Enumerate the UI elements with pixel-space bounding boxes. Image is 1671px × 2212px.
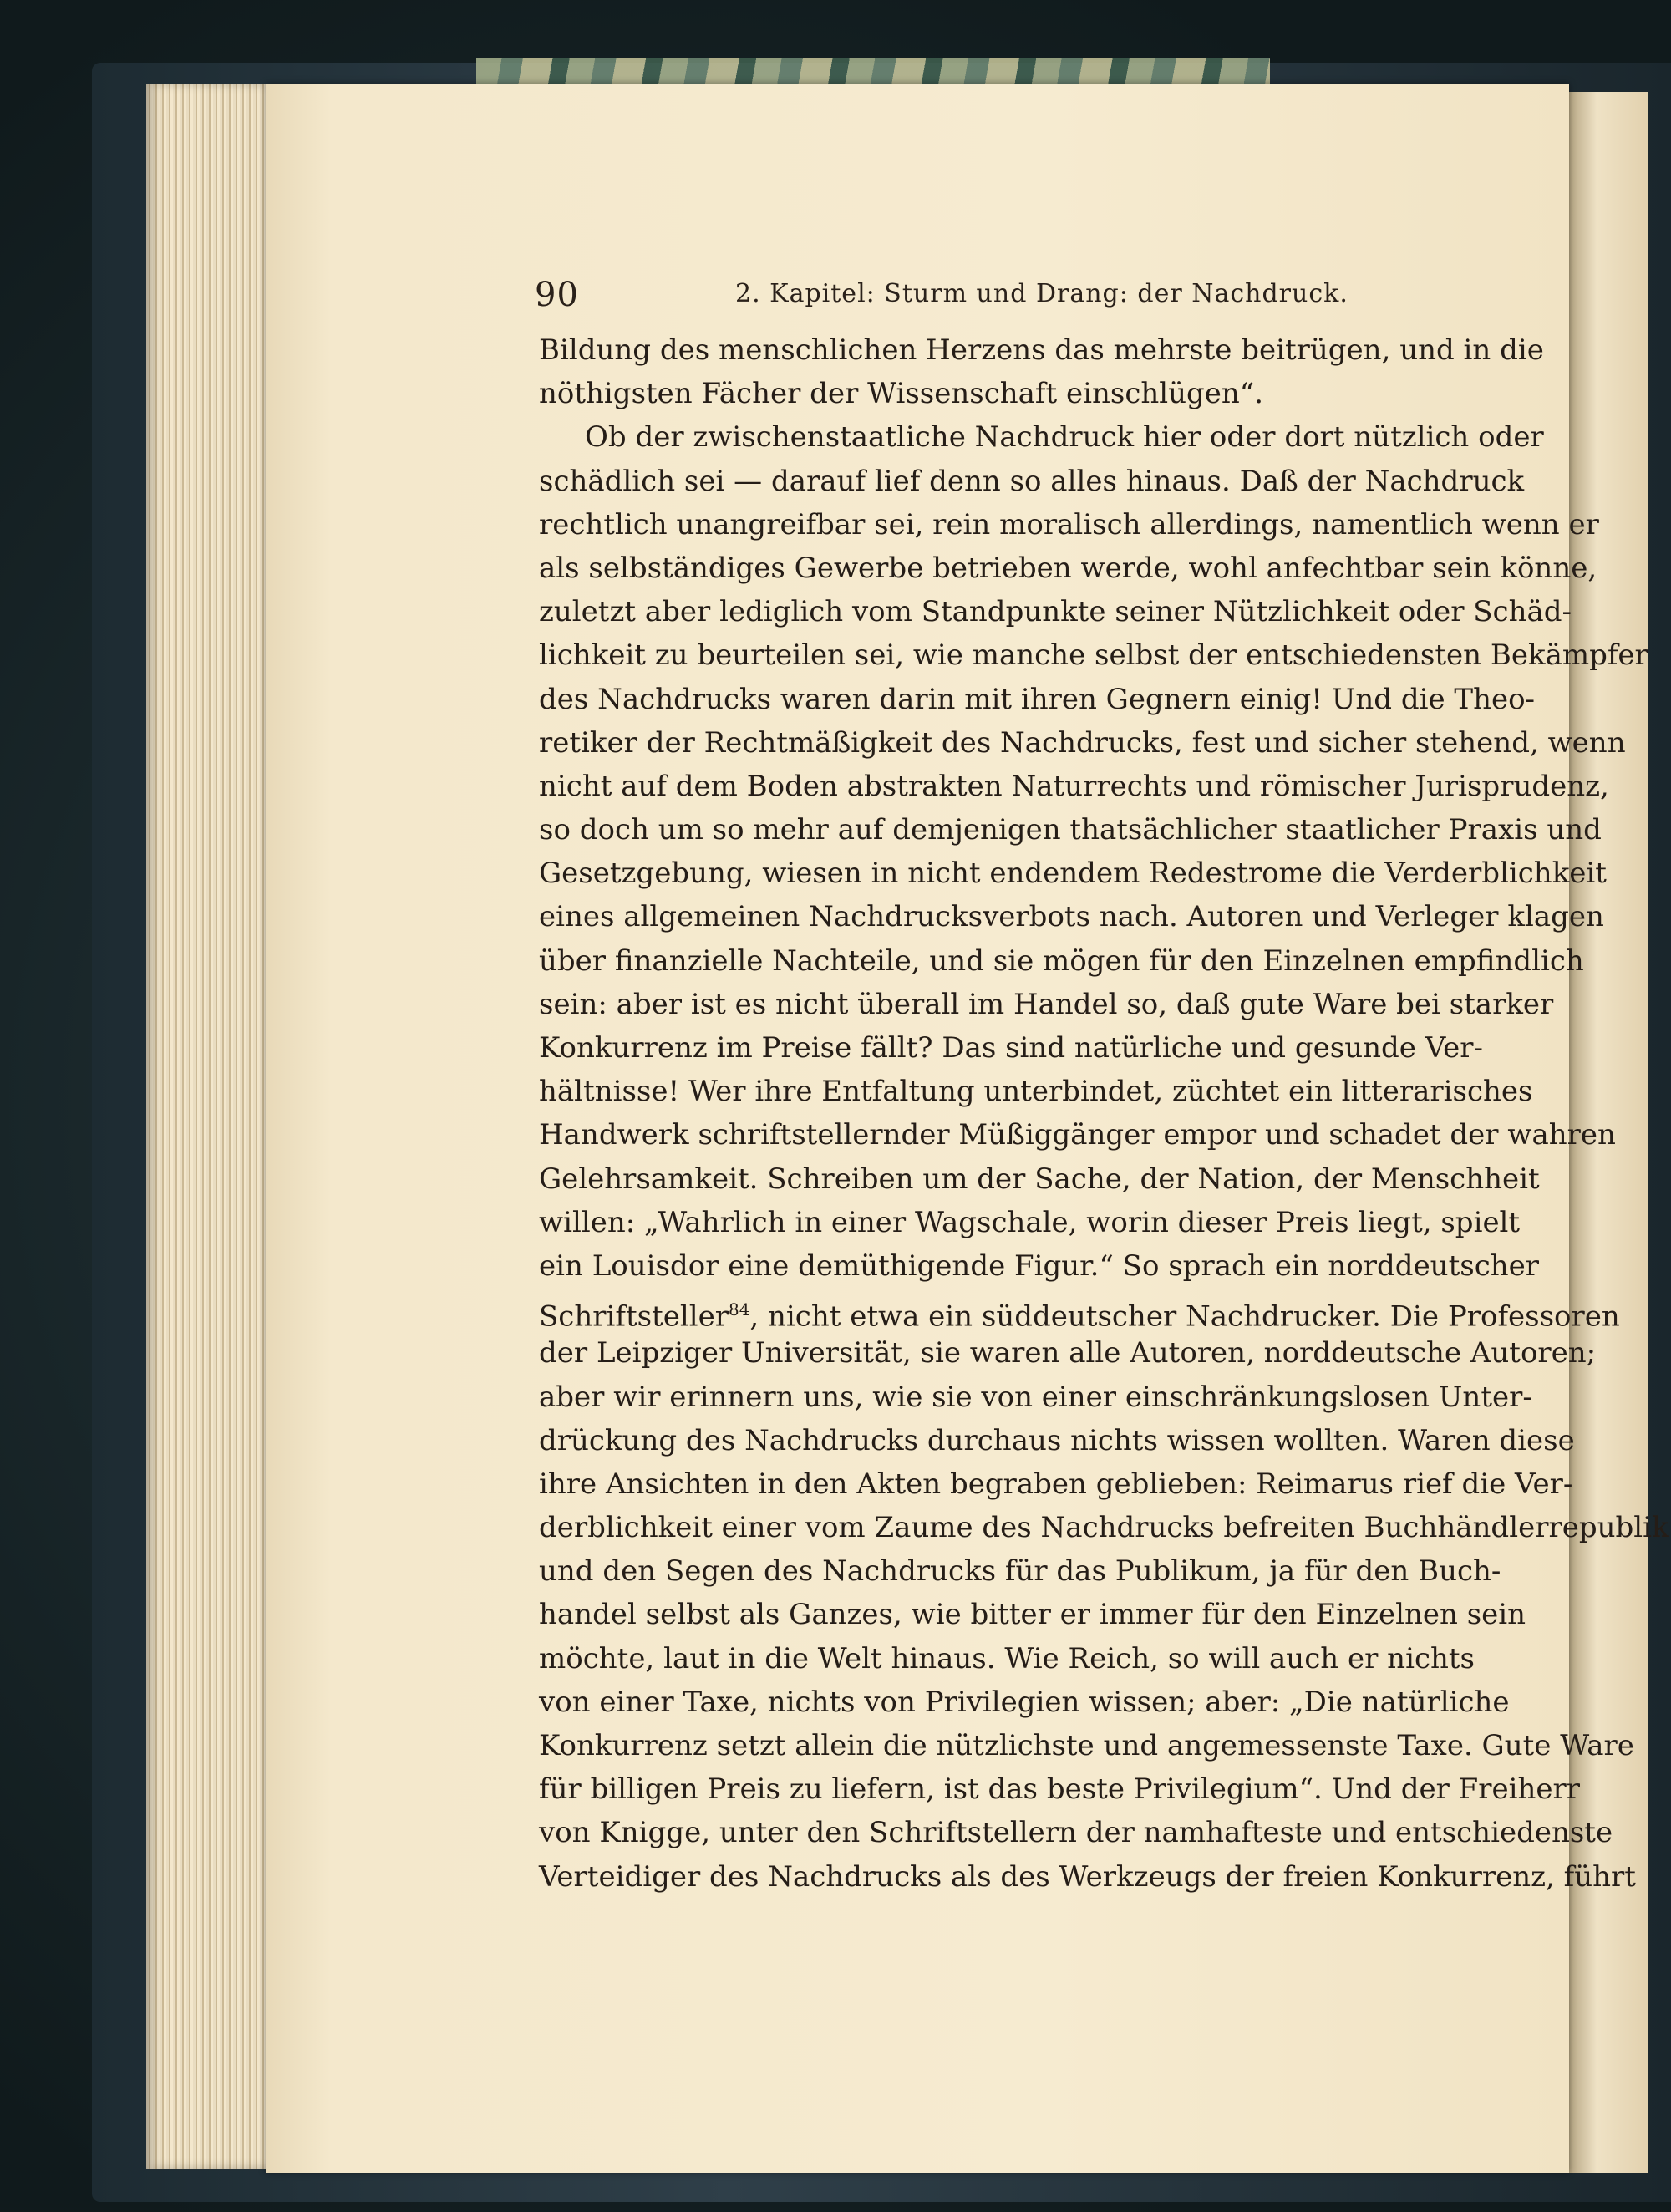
text-line-content: von Knigge, unter den Schriftstellern der namhafteste und entschiedenste — [539, 1816, 1613, 1850]
text-line-content: Bildung des menschlichen Herzens das mehrste beitrügen, und in die — [539, 333, 1544, 367]
text-line — [539, 1376, 1532, 1419]
text-line — [539, 633, 1648, 677]
text-line — [539, 1070, 1533, 1113]
text-line-content: aber wir erinnern uns, wie sie von einer einschränkungslosen Unter- — [539, 1380, 1532, 1414]
text-line — [539, 1811, 1613, 1854]
text-line — [539, 1593, 1526, 1636]
text-line — [539, 1637, 1475, 1681]
text-line — [539, 1288, 1620, 1334]
text-line — [539, 503, 1599, 547]
text-line-content: rechtlich unangreifbar sei, rein moralisch allerdings, namentlich wenn er — [539, 507, 1599, 542]
text-line-content: und den Segen des Nachdrucks für das Publikum, ja für den Buch- — [539, 1554, 1501, 1589]
text-line — [539, 1026, 1483, 1070]
text-line-content: eines allgemeinen Nachdrucksverbots nach. Autoren und Verleger klagen — [539, 900, 1604, 934]
text-line — [539, 1331, 1597, 1375]
text-line-content: Handwerk schriftstellernder Müßiggänger empor und schadet der wahren — [539, 1118, 1616, 1152]
text-line — [539, 765, 1609, 808]
text-line — [539, 590, 1572, 633]
text-line-content: retiker der Rechtmäßigkeit des Nachdrucks, fest und sicher stehend, wenn — [539, 725, 1626, 760]
text-line — [539, 1419, 1575, 1462]
text-line — [539, 1157, 1540, 1201]
text-line-content: so doch um so mehr auf demjenigen thatsächlicher staatlicher Praxis und — [539, 813, 1602, 847]
text-line — [539, 1855, 1636, 1899]
body-text — [539, 328, 1669, 1899]
page-stack-edge — [146, 84, 267, 2169]
page-number: 90 — [535, 276, 579, 314]
text-line-content: Konkurrenz setzt allein die nützlichste und angemessenste Taxe. Gute Ware — [539, 1729, 1634, 1762]
text-line-content: sein: aber ist es nicht überall im Handel so, daß gute Ware bei starker — [539, 987, 1554, 1021]
running-title: 2. Kapitel: Sturm und Drang: der Nachdruck. — [735, 279, 1348, 308]
text-line — [539, 678, 1536, 721]
text-line-content: für billigen Preis zu liefern, ist das beste Privilegium“. Und der Freiherr — [539, 1772, 1581, 1807]
text-line — [539, 1113, 1616, 1157]
text-line — [539, 895, 1604, 938]
text-line-content: willen: „Wahrlich in einer Wagschale, worin dieser Preis liegt, spielt — [539, 1205, 1521, 1239]
text-line-content: hältnisse! Wer ihre Entfaltung unterbindet, züchtet ein litterarisches — [539, 1075, 1533, 1109]
footnote-marker: 84 — [728, 1299, 750, 1320]
text-line-content: nöthigsten Fächer der Wissenschaft einschlügen“. — [539, 377, 1263, 411]
text-line-content: möchte, laut in die Welt hinaus. Wie Reich, so will auch er nichts — [539, 1641, 1475, 1676]
text-line — [539, 372, 1475, 415]
text-line — [539, 1244, 1540, 1288]
text-line — [539, 1462, 1573, 1506]
text-line-content: lichkeit zu beurteilen sei, wie manche selbst der entschiedensten Bekämpfer — [539, 638, 1648, 673]
text-line-content: Ob der zwischenstaatliche Nachdruck hier oder dort nützlich oder — [585, 420, 1544, 455]
text-line — [539, 1201, 1521, 1244]
text-line — [539, 1681, 1510, 1724]
text-line — [539, 852, 1607, 895]
text-line — [539, 328, 1544, 372]
text-line-content: schädlich sei — darauf lief denn so alles hinaus. Daß der Nachdruck — [539, 464, 1525, 498]
text-line-content: Gelehrsamkeit. Schreiben um der Sache, der Nation, der Menschheit — [539, 1162, 1540, 1196]
text-line-content: Konkurrenz im Preise fällt? Das sind natürliche und gesunde Ver- — [539, 1031, 1483, 1065]
text-line-content: Verteidiger des Nachdrucks als des Werkzeugs der freien Konkurrenz, führt — [539, 1859, 1636, 1894]
text-line-content: ihre Ansichten in den Akten begraben geblieben: Reimarus rief die Ver- — [539, 1467, 1573, 1501]
text-line — [539, 983, 1554, 1026]
text-line-content: von einer Taxe, nichts von Privilegien wissen; aber: „Die natürliche — [539, 1685, 1510, 1719]
text-line — [539, 547, 1597, 590]
text-line — [539, 808, 1602, 852]
text-line-content: Gesetzgebung, wiesen in nicht endendem Redestrome die Verderblichkeit — [539, 857, 1607, 891]
text-line-content: Schriftsteller — [539, 1299, 729, 1334]
text-line — [539, 1506, 1669, 1549]
text-line-content: nicht auf dem Boden abstrakten Naturrechts und römischer Jurisprudenz, — [539, 769, 1609, 803]
text-line-content: des Nachdrucks waren darin mit ihren Gegnern einig! Und die Theo- — [539, 682, 1536, 716]
text-line-content: drückung des Nachdrucks durchaus nichts wissen wollten. Waren diese — [539, 1423, 1575, 1457]
text-line-content: zuletzt aber lediglich vom Standpunkte seiner Nützlichkeit oder Schäd- — [539, 595, 1572, 629]
text-line-content: als selbständiges Gewerbe betrieben werde, wohl anfechtbar sein könne, — [539, 551, 1597, 585]
text-line — [539, 460, 1525, 503]
text-line-content: ein Louisdor eine demüthigende Figur.“ So sprach ein norddeutscher — [539, 1248, 1540, 1283]
text-line-content: derblichkeit einer vom Zaume des Nachdrucks befreiten Buchhändlerrepublik — [539, 1511, 1669, 1545]
text-line — [539, 1767, 1581, 1811]
text-line — [539, 1724, 1634, 1767]
text-line-continuation: , nicht etwa ein süddeutscher Nachdrucker. Die Professoren — [749, 1299, 1620, 1334]
text-line — [539, 939, 1584, 983]
text-line-content: handel selbst als Ganzes, wie bitter er immer für den Einzelnen sein — [539, 1598, 1526, 1632]
text-line — [539, 1549, 1501, 1593]
text-line — [539, 415, 1544, 459]
text-line-content: der Leipziger Universität, sie waren alle Autoren, norddeutsche Autoren; — [539, 1336, 1597, 1370]
running-head — [535, 276, 1348, 318]
text-line-content: über finanzielle Nachteile, und sie mögen für den Einzelnen empfindlich — [539, 943, 1584, 978]
text-line — [539, 721, 1626, 765]
